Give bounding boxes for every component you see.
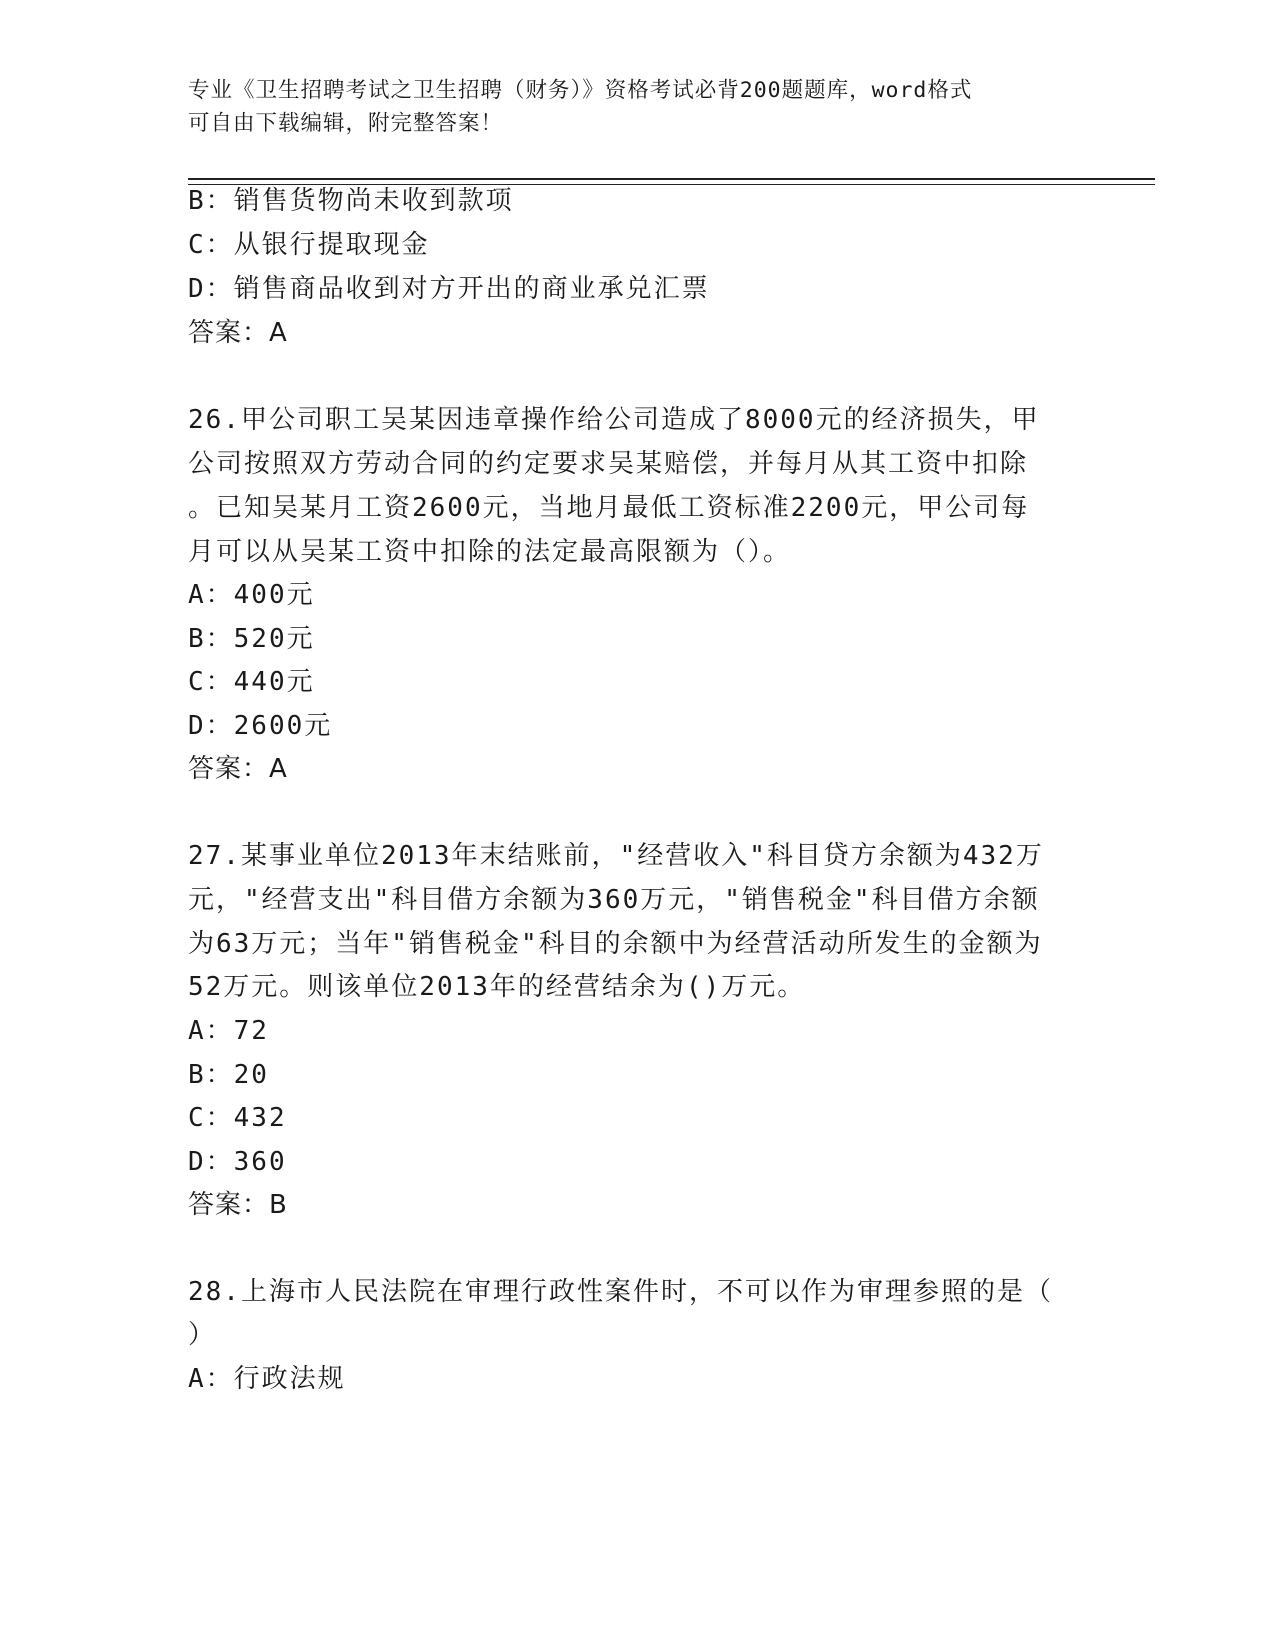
question-27-stem-line: 52万元。则该单位2013年的经营结余为()万元。 xyxy=(188,972,806,1002)
question-26-option-a: A：400元 xyxy=(188,580,315,610)
document-header xyxy=(188,74,1068,140)
question-27-stem-line: 元，"经营支出"科目借方余额为360万元，"销售税金"科目借方余额 xyxy=(188,885,1040,915)
question-26-option-c: C：440元 xyxy=(188,667,315,697)
header-line-2: 可自由下载编辑，附完整答案！ xyxy=(188,111,504,136)
question-27-stem-line: 27.某事业单位2013年末结账前，"经营收入"科目贷方余额为432万 xyxy=(188,841,1044,871)
option-b: B：销售货物尚未收到款项 xyxy=(188,186,514,216)
answer: 答案：A xyxy=(188,318,288,348)
question-28-option-a: A：行政法规 xyxy=(188,1364,346,1394)
header-line-1: 专业《卫生招聘考试之卫生招聘（财务）》资格考试必背200题题库，word格式 xyxy=(188,78,973,103)
question-27-option-b: B：20 xyxy=(188,1060,269,1090)
question-28-stem-line: 28.上海市人民法院在审理行政性案件时，不可以作为审理参照的是（ xyxy=(188,1277,1053,1307)
question-26-stem-line: 公司按照双方劳动合同的约定要求吴某赔偿，并每月从其工资中扣除 xyxy=(188,449,1029,479)
question-26-stem-line: 26.甲公司职工吴某因违章操作给公司造成了8000元的经济损失，甲 xyxy=(188,405,1040,435)
question-27-option-d: D：360 xyxy=(188,1147,287,1177)
question-27-option-c: C：432 xyxy=(188,1103,287,1133)
question-27-stem-line: 为63万元；当年"销售税金"科目的余额中为经营活动所发生的金额为 xyxy=(188,929,1043,959)
question-28-stem-line: ） xyxy=(188,1320,217,1350)
question-26-stem-line: 月可以从吴某工资中扣除的法定最高限额为（）。 xyxy=(188,537,792,567)
header-divider-thick xyxy=(188,178,1155,180)
question-26-option-d: D：2600元 xyxy=(188,711,333,741)
question-26-stem-line: 。已知吴某月工资2600元，当地月最低工资标准2200元，甲公司每 xyxy=(188,493,1030,523)
question-26-answer: 答案：A xyxy=(188,754,288,784)
question-26-option-b: B：520元 xyxy=(188,624,315,654)
question-27-option-a: A：72 xyxy=(188,1016,269,1046)
question-27-answer: 答案：B xyxy=(188,1190,288,1220)
option-d: D：销售商品收到对方开出的商业承兑汇票 xyxy=(188,274,710,304)
option-c: C：从银行提取现金 xyxy=(188,230,430,260)
